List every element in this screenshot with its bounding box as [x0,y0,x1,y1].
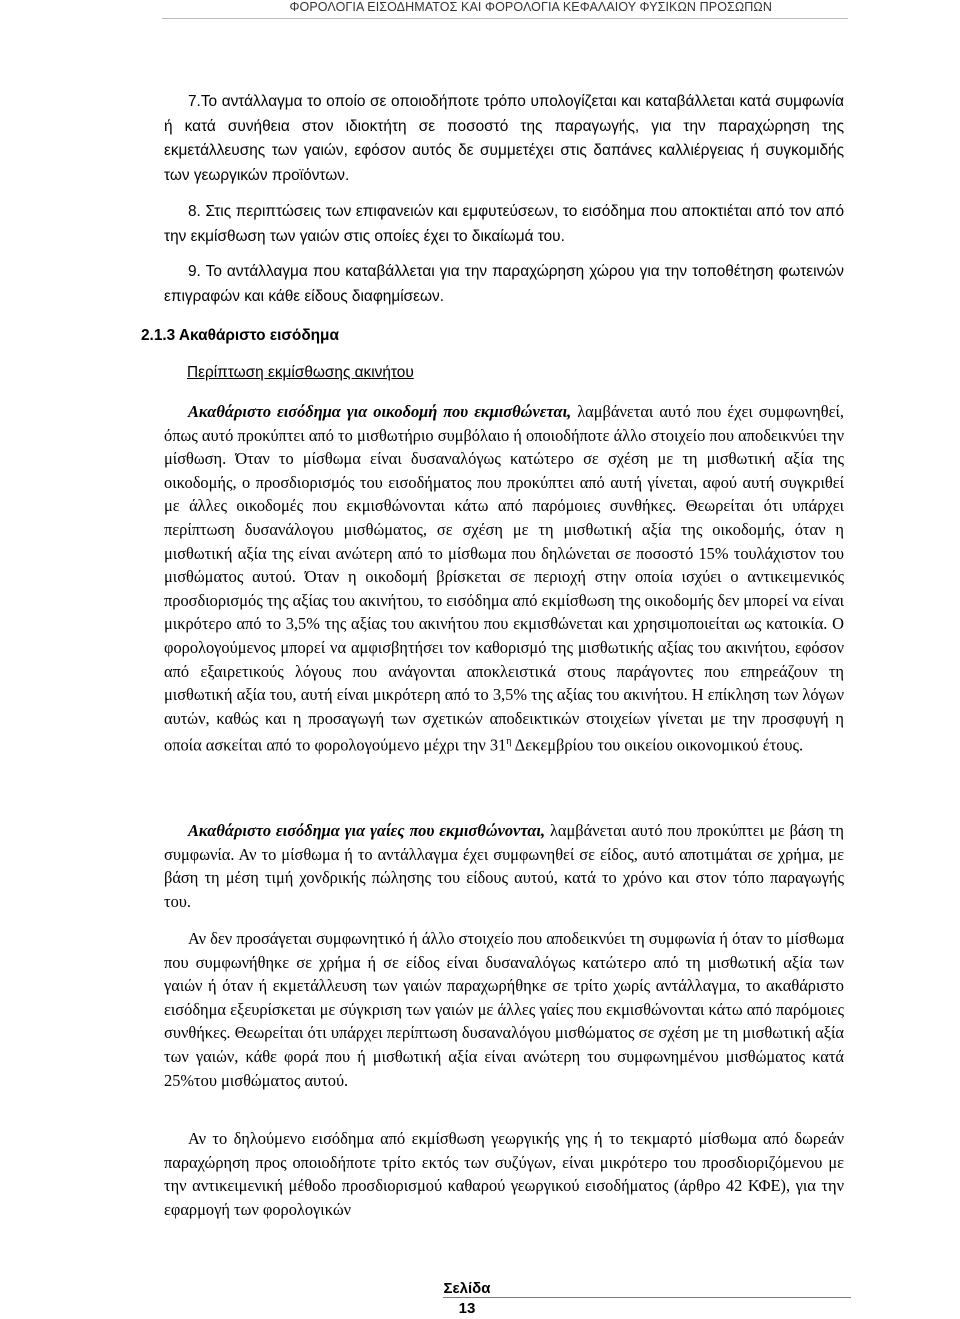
list-item-9: 9. Το αντάλλαγμα που καταβάλλεται για την παραχώρηση χώρου για την τοποθέτηση φωτεινών επιγραφών και κάθε είδους διαφημίσεων. [164,263,844,305]
subsection-heading: Περίπτωση εκμίσθωσης ακινήτου [187,364,414,381]
paragraph-land-rental [164,819,844,913]
paragraph-text: Δεκεμβρίου του οικείου οικονομικού έτους. [511,735,804,755]
paragraph-lead: Ακαθάριστο εισόδημα για γαίες που εκμισθώνονται, [188,821,546,840]
paragraph-lead: Ακαθάριστο εισόδημα για οικοδομή που εκμισθώνεται, [188,402,572,421]
footer-rule [443,1297,851,1298]
paragraph-text: λαμβάνεται αυτό που προκύπτει με βάση τη συμφωνία. Αν το μίσθωμα ή το αντάλλαγμα έχει συμφωνηθεί σε είδος, αυτό αποτιμάται σε χρήμα, με βάση τη μέση τιμή χονδρικής πώλησης του είδους αυτού, κατά το χρόνο και στον τόπο παραγωγής του. [164,821,844,911]
section-heading: 2.1.3 Ακαθάριστο εισόδημα [141,327,339,344]
page-number: 13 [458,1300,476,1317]
paragraph-building-rental [164,400,844,757]
list-item-8: 8. Στις περιπτώσεις των επιφανειών και εμφυτεύσεων, το εισόδημα που αποκτιέται από τον από την εκμίσθωση των γαιών στις οποίες έχει το δικαίωμά του. [164,203,844,245]
paragraph-declared-income: Αν το δηλούμενο εισόδημα από εκμίσθωση γεωργικής γης ή το τεκμαρτό μίσθωμα από δωρεάν παραχώρηση προς οποιοδήποτε τρίτο εκτός των συζύγων, είναι μικρότερο του προσδιοριζόμενου με την αντικειμενική μέθοδο προσδιορισμού καθαρού γεωργικού εισοδήματος (άρθρο 42 ΚΦΕ), για την εφαρμογή των φορολογικών [164,1129,844,1219]
paragraph-no-agreement: Αν δεν προσάγεται συμφωνητικό ή άλλο στοιχείο που αποδεικνύει τη συμφωνία ή όταν το μίσθωμα που συμφωνήθηκε σε χρήμα ή σε είδος είναι δυσαναλόγως κατώτερο από τη μισθωτική αξία των γαιών ή όταν ή εκμετάλλευση των γαιών παραχωρήθηκε σε τρίτο χωρίς αντάλλαγμα, το ακαθάριστο εισόδημα εξευρίσκεται με σύγκριση των γαιών με άλλες γαίες που εκμισθώνονται κάτω από παρόμοιες συνθήκες. Θεωρείται ότι υπάρχει περίπτωση δυσαναλόγου μισθώματος σε σχέση με τη μισθωτική αξία των γαιών, κάθε φορά που ή μισθωτική αξία είναι ανώτερη του συμφωνημένου μισθώματος κατά 25%του μισθώματος αυτού. [164,929,844,1090]
superscript: η [506,736,512,748]
list-item-7: 7.Το αντάλλαγμα το οποίο σε οποιοδήποτε τρόπο υπολογίζεται και καταβάλλεται κατά συμφωνία ή κατά συνήθεια στον ιδιοκτήτη σε ποσοστό της παραγωγής, για την παραχώρηση της εκμετάλλευσης των γαιών, εφόσον αυτός δε συμμετέχει στις δαπάνες καλλιέργειας ή συγκομιδής των γεωργικών προϊόντων. [164,93,844,184]
page-footer [0,1279,934,1319]
header-rule [162,18,848,19]
page-label: Σελίδα [443,1280,491,1297]
paragraph-text: λαμβάνεται αυτό που έχει συμφωνηθεί, όπως αυτό προκύπτει από το μισθωτήριο συμβόλαιο ή οποιοδήποτε άλλο στοιχείο που αποδεικνύει την μίσθωση. Όταν το μίσθωμα είναι δυσαναλόγως κατώτερο σε σχέση με τη μισθωτική αξία της οικοδομής, ο προσδιορισμός του εισοδήματος που προκύπτει από αυτή γίνεται, αφού αυτή συγκριθεί με άλλες οικοδομές που εκμισθώνονται κάτω από παρόμοιες συνθήκες. Θεωρείται ότι υπάρχει περίπτωση δυσανάλογου μισθώματος, σε σχέση με τη μισθωτική αξία της οικοδομής, όταν η μισθωτική αξία της είναι ανώτερη από το μίσθωμα που δηλώνεται σε ποσοστό 15% τουλάχιστον του μισθώματος αυτού. Όταν η οικοδομή βρίσκεται σε περιοχή στην οποία ισχύει ο αντικειμενικός προσδιορισμός της αξίας του ακινήτου, το εισόδημα από εκμίσθωση της οικοδομής δεν μπορεί να είναι μικρότερο από το 3,5% της αξίας του ακινήτου που εκμισθώνεται και χρησιμοποιείται ως κατοικία. Ο φορολογούμενος μπορεί να αμφισβητήσει τον καθορισμό της μισθωτικής αξίας του ακινήτου, εφόσον από εξαιρετικούς λόγους που ανάγονται αποκλειστικά στους παράγοντες που επηρεάζουν τη μισθωτική αξία του, αυτή είναι μικρότερη από το 3,5% της αξίας του ακινήτου. Η επίκληση των λόγων αυτών, καθώς και η προσαγωγή των σχετικών αποδεικτικών στοιχείων γίνεται με την προσφυγή η οποία ασκείται από το φορολογούμενο μέχρι την 31 [164,402,844,755]
running-header: ΦΟΡΟΛΟΓΙΑ ΕΙΣΟΔΗΜΑΤΟΣ ΚΑΙ ΦΟΡΟΛΟΓΙΑ ΚΕΦΑΛΑΙΟΥ ΦΥΣΙΚΩΝ ΠΡΟΣΩΠΩΝ [289,0,772,14]
